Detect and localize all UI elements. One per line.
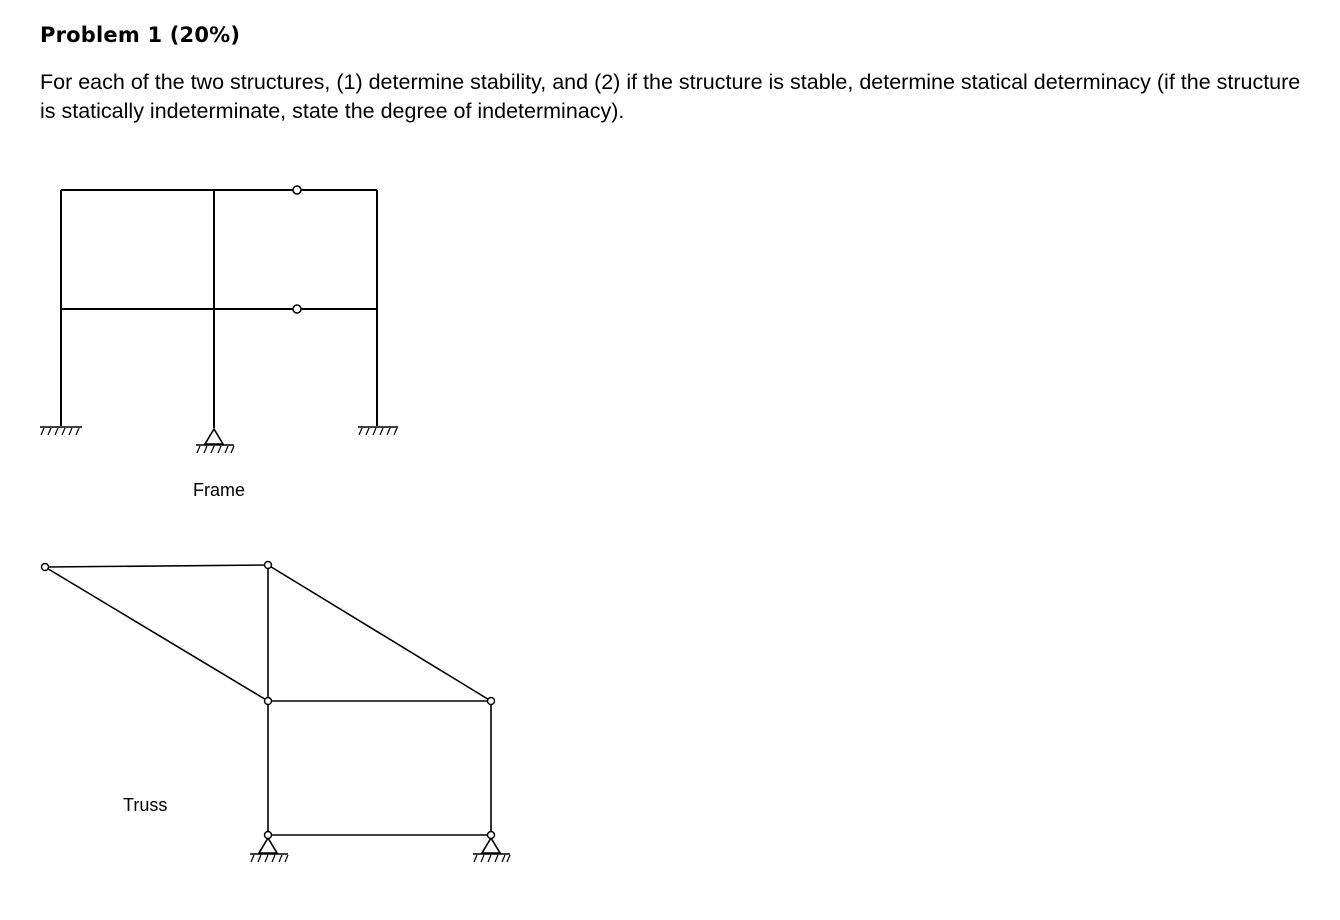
truss-joint-top xyxy=(265,562,272,569)
truss-right-diagonal xyxy=(268,565,491,701)
truss-top-chord xyxy=(45,565,268,567)
problem-title: Problem 1 (20%) xyxy=(40,23,241,47)
frame-middle-hinge xyxy=(293,305,301,313)
truss-joint-far-left xyxy=(42,564,49,571)
truss-joint-middle-right xyxy=(488,698,495,705)
frame-diagram xyxy=(40,186,398,500)
frame-middle-pin-support xyxy=(196,429,234,453)
frame-top-hinge xyxy=(293,186,301,194)
truss-left-pin-support xyxy=(250,838,288,862)
truss-joint-bottom-right xyxy=(488,832,495,839)
truss-joint-middle-left xyxy=(265,698,272,705)
frame-left-fixed-support xyxy=(40,427,82,435)
frame-right-fixed-support xyxy=(358,427,398,435)
truss-right-pin-support xyxy=(473,838,510,862)
frame-label: Frame xyxy=(193,480,246,500)
truss-diagram xyxy=(42,562,511,863)
problem-statement: For each of the two structures, (1) determine stability, and (2) if the structure is stable, determine statical determinacy (if the structure is statically indeterminate, state the degree of indeterminacy). xyxy=(40,70,1301,123)
truss-label: Truss xyxy=(123,795,168,815)
truss-joint-bottom-left xyxy=(265,832,272,839)
truss-left-diagonal xyxy=(45,567,268,701)
